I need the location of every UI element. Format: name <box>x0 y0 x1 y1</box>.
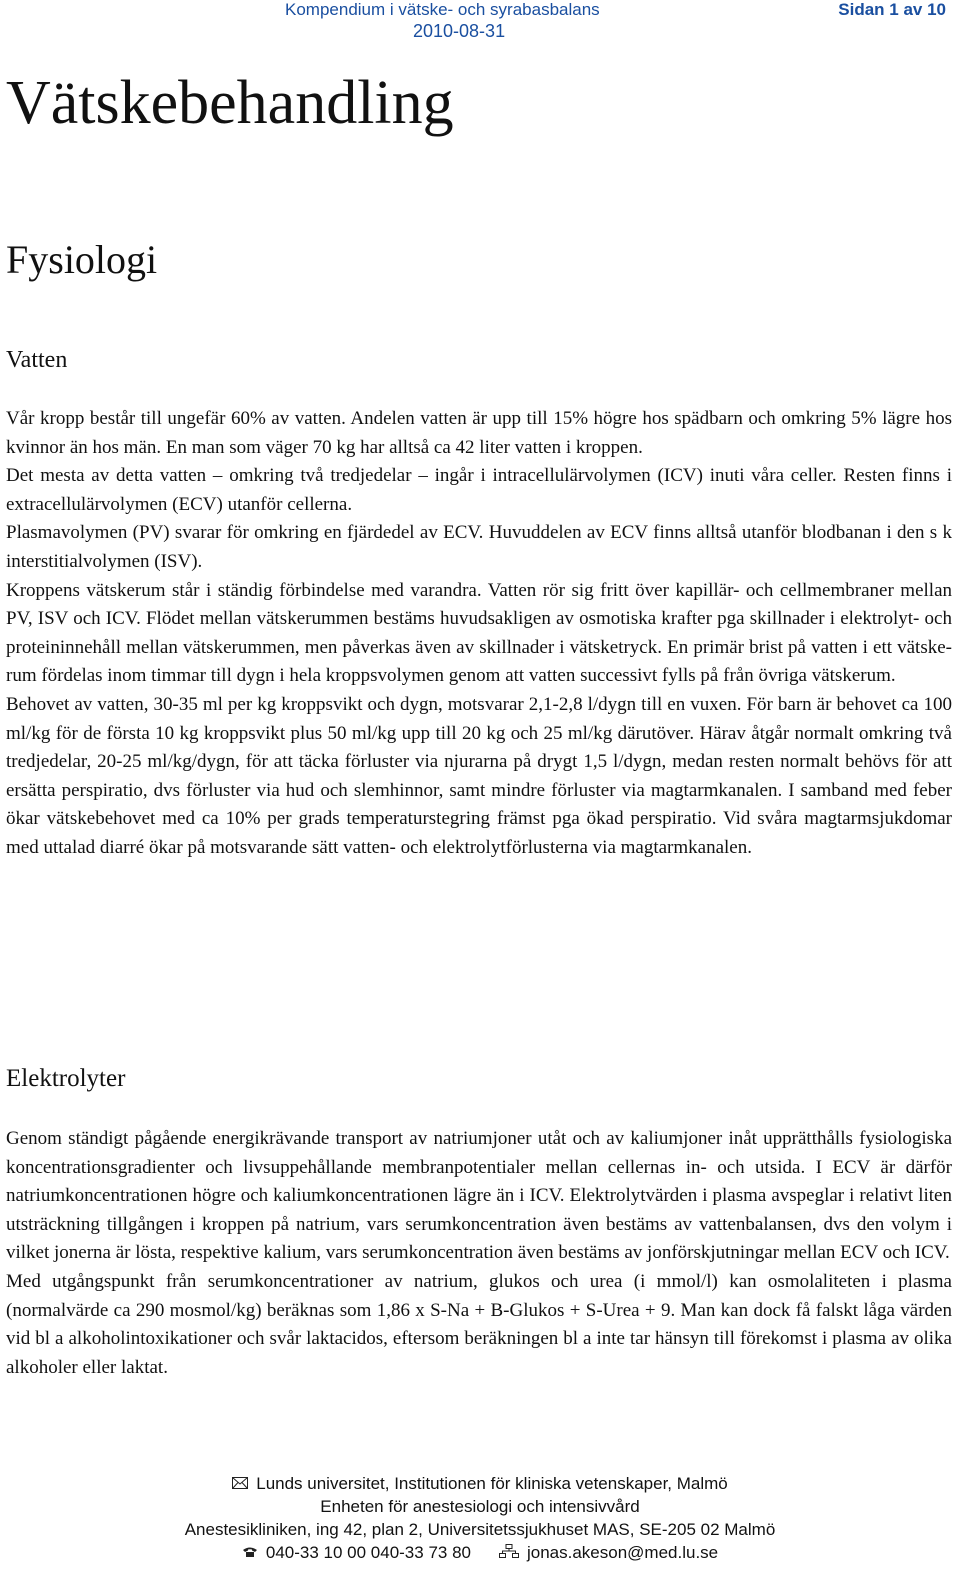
vatten-text-block <box>6 405 952 863</box>
paragraph: Det mesta av detta vatten – omkring två tredjedelar – ingår i intracellulärvolymen (ICV) inuti våra celler. Resten finns i extracellulärvolymen (ECV) utanför cellerna. <box>6 465 952 515</box>
paragraph: Plasmavolymen (PV) svarar för omkring en fjärdedel av ECV. Huvuddelen av ECV finns alltså utanför blodbanan i den s k interstitialvolymen (ISV). <box>6 522 952 572</box>
page-number: Sidan 1 av 10 <box>838 0 946 19</box>
document-title: Kompendium i vätske- och syrabasbalans <box>285 0 600 19</box>
section-heading-fysiologi: Fysiologi <box>6 237 158 282</box>
paragraph: Med utgångspunkt från serumkoncentrationer av natrium, glukos och urea (i mmol/l) kan osmolaliteten i plasma (normalvärde ca 290 mosmol/kg) beräknas som 1,86 x S-Na + B-Glukos + S-Urea + 9. Man kan dock få falskt låga värden vid bl a alkoholintoxikationer och svår laktacidos, eftersom beräkningen bl a inte tar hänsyn till förekomst i plasma av olika alkoholer eller laktat. <box>6 1270 952 1378</box>
elektrolyter-text-block <box>6 1125 952 1382</box>
network-icon <box>499 1541 519 1564</box>
footer-phone: 040-33 10 00 040-33 73 80 <box>265 1543 471 1562</box>
footer-address: Anestesikliniken, ing 42, plan 2, Universitetssjukhuset MAS, SE-205 02 Malmö <box>184 1520 776 1539</box>
paragraph: Kroppens vätskerum står i ständig förbindelse med varandra. Vatten rör sig fritt över kapillär- och cellmembraner mellan PV, ISV och ICV. Flödet mellan vätskerummen bestäms huvudsakligen av osmotiska krafter pga skillnader i elektrolyt- och proteininnehåll mellan vätskerummen, men påverkas även av skillnader i vätsketryck. En primär brist på vatten i ett vätskerum fördelas inom timmar till dygn i hela kroppsvolymen genom att vatten successivt fylls på från övriga vätskerum. <box>6 579 952 687</box>
mail-icon <box>232 1472 248 1495</box>
footer-institution: Lunds universitet, Institutionen för kliniska vetenskaper, Malmö <box>256 1474 728 1493</box>
page-footer <box>0 1472 960 1564</box>
footer-unit: Enheten för anestesiologi och intensivvård <box>320 1497 640 1516</box>
main-heading: Vätskebehandling <box>6 69 454 137</box>
footer-email[interactable]: jonas.akeson@med.lu.se <box>526 1543 719 1562</box>
paragraph: Vår kropp består till ungefär 60% av vatten. Andelen vatten är upp till 15% högre hos spädbarn och omkring 5% lägre hos kvinnor än hos män. En man som väger 70 kg har alltså ca 42 liter vatten i kroppen. <box>6 408 952 458</box>
subheading-vatten: Vatten <box>6 347 68 373</box>
subheading-elektrolyter: Elektrolyter <box>6 1065 126 1092</box>
footer-institution-line <box>0 1472 960 1495</box>
paragraph: Behovet av vatten, 30-35 ml per kg kroppsvikt och dygn, motsvarar 2,1-2,8 l/dygn till en vuxen. För barn är behovet ca 100 ml/kg för de första 10 kg kroppsvikt plus 50 ml/kg upp till 20 kg och 25 ml/kg därutöver. Härav åtgår normalt omkring två tredjedelar, 20-25 ml/kg/dygn, för att täcka förluster via njurarna på drygt 1,5 l/dygn, medan resten normalt behövs för att ersätta perspiratio, dvs förluster via hud och slemhinnor, samt mindre förluster via magtarmkanalen. I samband med feber ökar vätskebehovet med ca 10% per grads temperaturstegring främst pga ökad perspiratio. Vid svåra magtarmsjukdomar med uttalad diarré ökar på motsvarande sätt vatten- och elektrolytförlusterna via magtarmkanalen. <box>6 693 952 858</box>
footer-contact-line <box>0 1541 960 1564</box>
phone-icon <box>242 1541 258 1564</box>
document-date: 2010-08-31 <box>413 21 506 41</box>
paragraph: Genom ständigt pågående energikrävande transport av natriumjoner utåt och av kaliumjoner inåt upprätthålls fysiologiska koncentrationsgradienter och livsuppehållande membranpotentialer mellan cellernas in- och utsida. I ECV är därför natriumkoncentrationen högre och kaliumkoncentrationen lägre än i ICV. Elektrolytvärden i plasma avspeglar i relativt liten utsträckning tillgången i kroppen på natrium, vars serumkoncentration även bestäms av vattenbalansen, dvs den volym i vilket jonerna är lösta, respektive kalium, vars serumkoncentration även bestäms av jonförskjutningar mellan ECV och ICV. <box>6 1128 952 1264</box>
